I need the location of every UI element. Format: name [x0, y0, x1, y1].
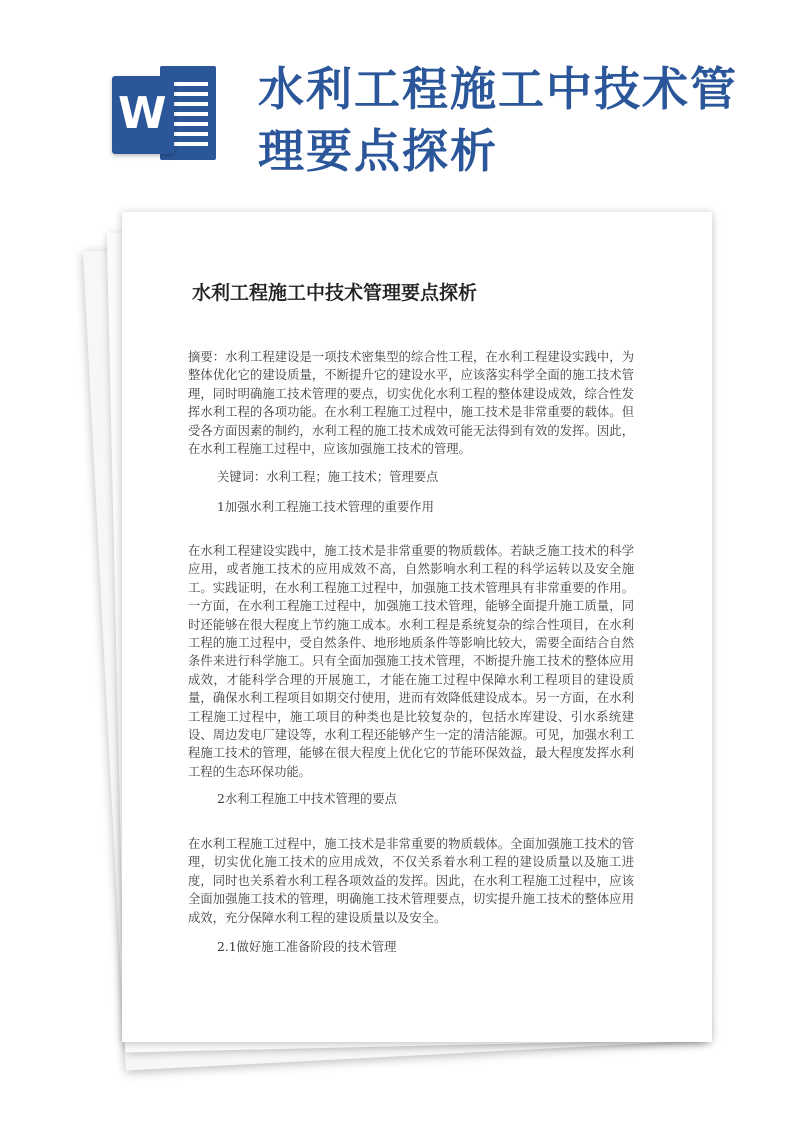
document-page: [122, 212, 712, 1042]
section-1-body: 在水利工程建设实践中，施工技术是非常重要的物质载体。若缺乏施工技术的科学应用，或者施工技术的应用成效不高，自然影响水利工程的科学运转以及安全施工。实践证明，在水利工程施工过程中，加强施工技术管理具有非常重要的作用。一方面，在水利工程施工过程中，加强施工技术管理，能够全面提升施工质量，同时还能够在很大程度上节约施工成本。水利工程是系统复杂的综合性项目，在水利工程的施工过程中，受自然条件、地形地质条件等影响比较大，需要全面结合自然条件来进行科学施工。只有全面加强施工技术管理，不断提升施工技术的整体应用成效，才能科学合理的开展施工，才能在施工过程中保障水利工程项目的建设质量，确保水利工程项目如期交付使用，进而有效降低建设成本。另一方面，在水利工程施工过程中，施工项目的种类也是比较复杂的，包括水库建设、引水系统建设、周边发电厂建设等，水利工程还能够产生一定的清洁能源。可见，加强水利工程施工技术的管理，能够在很大程度上优化它的节能环保效益，最大程度发挥水利工程的生态环保功能。: [188, 544, 634, 779]
section-1-heading: 1加强水利工程施工技术管理的重要作用: [217, 500, 434, 514]
abstract-paragraph: 摘要：水利工程建设是一项技术密集型的综合性工程，在水利工程建设实践中，为整体优化它的建设质量，不断提升它的建设水平，应该落实科学全面的施工技术管理，同时明确施工技术管理的要点，切实优化水利工程的整体建设成效，综合性发挥水利工程的各项功能。在水利工程施工过程中，施工技术是非常重要的载体。但受各方面因素的制约，水利工程的施工技术成效可能无法得到有效的发挥。因此，在水利工程施工过程中，应该加强施工技术的管理。: [188, 350, 634, 457]
banner-headline: 水利工程施工中技术管理要点探析: [258, 62, 738, 178]
section-2-body: 在水利工程施工过程中，施工技术是非常重要的物质载体。全面加强施工技术的管理，切实优化施工技术的应用成效，不仅关系着水利工程的建设质量以及施工进度，同时也关系着水利工程各项效益的发挥。因此，在水利工程施工过程中，应该全面加强施工技术的管理，明确施工技术管理要点，切实提升施工技术的整体应用成效，充分保障水利工程的建设质量以及安全。: [188, 837, 634, 925]
logo-letter: W: [118, 88, 167, 139]
section-2-1-heading: 2.1做好施工准备阶段的技术管理: [217, 940, 397, 954]
section-2-heading: 2水利工程施工中技术管理的要点: [217, 792, 397, 806]
document-title: 水利工程施工中技术管理要点探析: [192, 282, 478, 304]
keywords-line: 关键词：水利工程；施工技术；管理要点: [217, 470, 439, 484]
